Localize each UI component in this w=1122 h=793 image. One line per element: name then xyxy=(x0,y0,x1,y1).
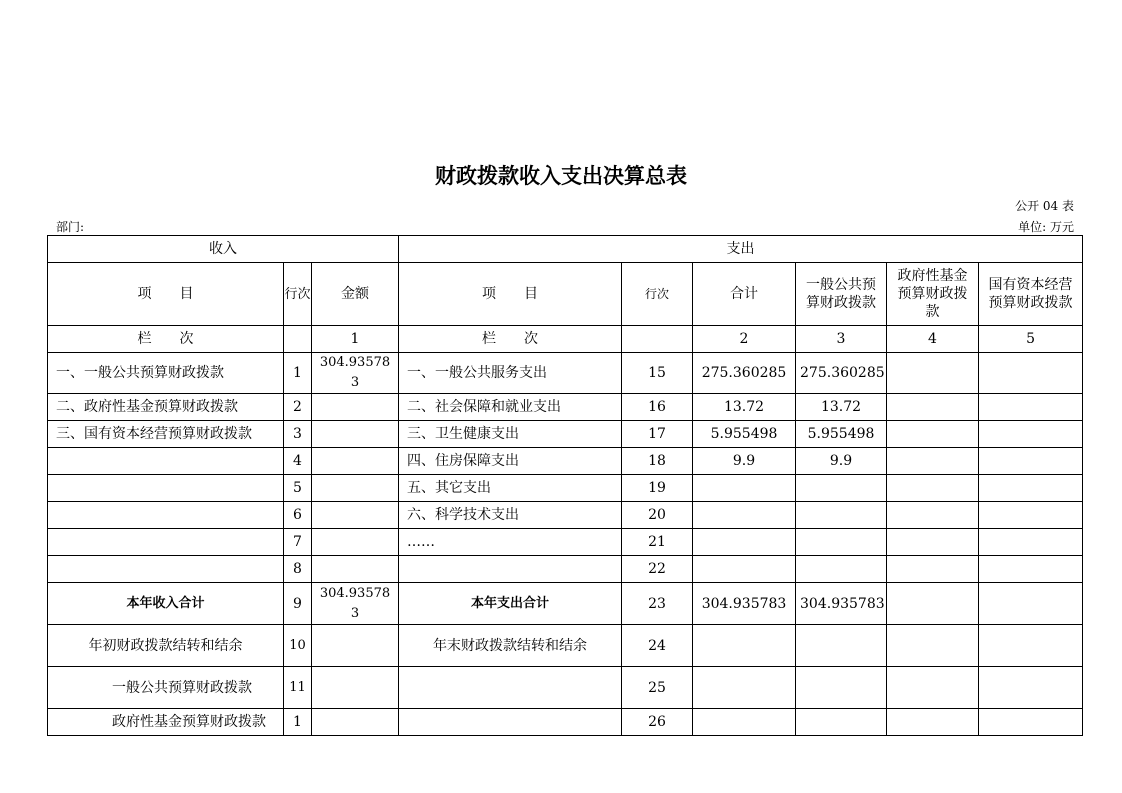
income-row-no: 1 xyxy=(284,709,312,736)
expense-item: 一、一般公共服务支出 xyxy=(399,353,622,394)
expense-row-no: 24 xyxy=(622,625,693,667)
expense-general xyxy=(796,709,887,736)
expense-general xyxy=(796,667,887,709)
expense-fund xyxy=(887,529,979,556)
state-capital-header: 国有资本经营预算财政拨款 xyxy=(979,263,1083,326)
expense-fund xyxy=(887,709,979,736)
expense-general xyxy=(796,475,887,502)
expense-capital xyxy=(979,583,1083,625)
income-total-amount: 304.935783 xyxy=(312,583,399,625)
income-item: 政府性基金预算财政拨款 xyxy=(48,709,284,736)
column-index-3: 3 xyxy=(796,326,887,353)
table-row xyxy=(48,709,1083,736)
expense-row-no: 20 xyxy=(622,502,693,529)
expense-fund xyxy=(887,625,979,667)
expense-general xyxy=(796,625,887,667)
amount-header: 金额 xyxy=(312,263,399,326)
expense-total xyxy=(693,709,796,736)
department-label: 部门: xyxy=(56,220,85,234)
expense-row-no: 26 xyxy=(622,709,693,736)
expense-total xyxy=(693,502,796,529)
expense-fund xyxy=(887,448,979,475)
income-item xyxy=(48,529,284,556)
income-amount xyxy=(312,625,399,667)
expense-fund xyxy=(887,556,979,583)
table-row xyxy=(48,421,1083,448)
income-total-label: 本年收入合计 xyxy=(48,583,284,625)
income-row-no: 1 xyxy=(284,353,312,394)
income-row-no: 2 xyxy=(284,394,312,421)
expense-fund xyxy=(887,421,979,448)
expense-item xyxy=(399,556,622,583)
table-row xyxy=(48,448,1083,475)
column-label-expense: 栏 次 xyxy=(399,326,622,353)
expense-row-no: 22 xyxy=(622,556,693,583)
expense-section-header: 支出 xyxy=(399,236,1083,263)
income-item xyxy=(48,475,284,502)
expense-item: 四、住房保障支出 xyxy=(399,448,622,475)
column-index-4: 4 xyxy=(887,326,979,353)
expense-total-label: 本年支出合计 xyxy=(399,583,622,625)
expense-item: 年末财政拨款结转和结余 xyxy=(399,625,622,667)
column-index-row xyxy=(48,326,1083,353)
expense-capital xyxy=(979,667,1083,709)
income-row-no: 7 xyxy=(284,529,312,556)
expense-row-no: 18 xyxy=(622,448,693,475)
income-row-no: 11 xyxy=(284,667,312,709)
expense-item: …… xyxy=(399,529,622,556)
income-row-no: 5 xyxy=(284,475,312,502)
income-amount xyxy=(312,529,399,556)
expense-total xyxy=(693,667,796,709)
expense-item-header: 项 目 xyxy=(399,263,622,326)
expense-item xyxy=(399,667,622,709)
expense-item xyxy=(399,709,622,736)
income-amount xyxy=(312,448,399,475)
expense-general xyxy=(796,502,887,529)
expense-item: 三、卫生健康支出 xyxy=(399,421,622,448)
expense-item: 二、社会保障和就业支出 xyxy=(399,394,622,421)
income-row-no: 10 xyxy=(284,625,312,667)
expense-row-no: 25 xyxy=(622,667,693,709)
expense-general xyxy=(796,556,887,583)
expense-total xyxy=(693,625,796,667)
column-label-income: 栏 次 xyxy=(48,326,284,353)
expense-row-no: 23 xyxy=(622,583,693,625)
income-item xyxy=(48,502,284,529)
expense-row-no: 19 xyxy=(622,475,693,502)
expense-general: 9.9 xyxy=(796,448,887,475)
expense-total: 275.360285 xyxy=(693,353,796,394)
expense-total: 9.9 xyxy=(693,448,796,475)
expense-total: 13.72 xyxy=(693,394,796,421)
column-index-blank xyxy=(622,326,693,353)
expense-capital xyxy=(979,709,1083,736)
income-amount xyxy=(312,667,399,709)
expense-general: 275.360285 xyxy=(796,353,887,394)
expense-fund xyxy=(887,502,979,529)
income-amount xyxy=(312,502,399,529)
income-item: 一般公共预算财政拨款 xyxy=(48,667,284,709)
income-row-no-header: 行次 xyxy=(284,263,312,326)
expense-row-no: 17 xyxy=(622,421,693,448)
income-amount: 304.935783 xyxy=(312,353,399,394)
expense-capital xyxy=(979,394,1083,421)
table-row xyxy=(48,502,1083,529)
expense-capital xyxy=(979,353,1083,394)
table-row xyxy=(48,625,1083,667)
table-row xyxy=(48,556,1083,583)
column-index-5: 5 xyxy=(979,326,1083,353)
column-index-2: 2 xyxy=(693,326,796,353)
table-row xyxy=(48,667,1083,709)
expense-fund xyxy=(887,353,979,394)
income-amount xyxy=(312,475,399,502)
expense-item: 六、科学技术支出 xyxy=(399,502,622,529)
table-row xyxy=(48,475,1083,502)
expense-general: 13.72 xyxy=(796,394,887,421)
income-row-no: 3 xyxy=(284,421,312,448)
income-item-header: 项 目 xyxy=(48,263,284,326)
expense-total: 5.955498 xyxy=(693,421,796,448)
expense-row-no-header: 行次 xyxy=(622,263,693,326)
expense-general xyxy=(796,529,887,556)
income-item: 一、一般公共预算财政拨款 xyxy=(48,353,284,394)
expense-capital xyxy=(979,421,1083,448)
expense-fund xyxy=(887,667,979,709)
income-amount xyxy=(312,394,399,421)
header-row-columns xyxy=(48,263,1083,326)
header-row-sections xyxy=(48,236,1083,263)
expense-general: 304.935783 xyxy=(796,583,887,625)
income-row-no: 8 xyxy=(284,556,312,583)
income-item: 三、国有资本经营预算财政拨款 xyxy=(48,421,284,448)
expense-capital xyxy=(979,625,1083,667)
expense-capital xyxy=(979,556,1083,583)
income-amount xyxy=(312,556,399,583)
budget-table xyxy=(47,235,1083,736)
expense-row-no: 15 xyxy=(622,353,693,394)
expense-total xyxy=(693,529,796,556)
column-index-blank xyxy=(284,326,312,353)
expense-row-no: 21 xyxy=(622,529,693,556)
unit-label: 单位: 万元 xyxy=(1018,220,1074,234)
expense-row-no: 16 xyxy=(622,394,693,421)
page-title: 财政拨款收入支出决算总表 xyxy=(435,164,687,188)
income-row-no: 6 xyxy=(284,502,312,529)
income-row-no: 4 xyxy=(284,448,312,475)
expense-total xyxy=(693,475,796,502)
table-row xyxy=(48,529,1083,556)
general-budget-header: 一般公共预算财政拨款 xyxy=(796,263,887,326)
table-row xyxy=(48,353,1083,394)
income-amount xyxy=(312,421,399,448)
gov-fund-header: 政府性基金预算财政拨款 xyxy=(887,263,979,326)
expense-fund xyxy=(887,583,979,625)
expense-total: 304.935783 xyxy=(693,583,796,625)
expense-fund xyxy=(887,394,979,421)
column-index-1: 1 xyxy=(312,326,399,353)
expense-item: 五、其它支出 xyxy=(399,475,622,502)
expense-capital xyxy=(979,448,1083,475)
form-code: 公开 04 表 xyxy=(1015,199,1074,213)
income-item: 二、政府性基金预算财政拨款 xyxy=(48,394,284,421)
income-item xyxy=(48,448,284,475)
total-header: 合计 xyxy=(693,263,796,326)
expense-capital xyxy=(979,529,1083,556)
income-row-no: 9 xyxy=(284,583,312,625)
income-item: 年初财政拨款结转和结余 xyxy=(48,625,284,667)
income-amount xyxy=(312,709,399,736)
income-item xyxy=(48,556,284,583)
expense-general: 5.955498 xyxy=(796,421,887,448)
table-row xyxy=(48,394,1083,421)
income-section-header: 收入 xyxy=(48,236,399,263)
table-row-income-total xyxy=(48,583,1083,625)
expense-capital xyxy=(979,502,1083,529)
expense-fund xyxy=(887,475,979,502)
expense-total xyxy=(693,556,796,583)
expense-capital xyxy=(979,475,1083,502)
